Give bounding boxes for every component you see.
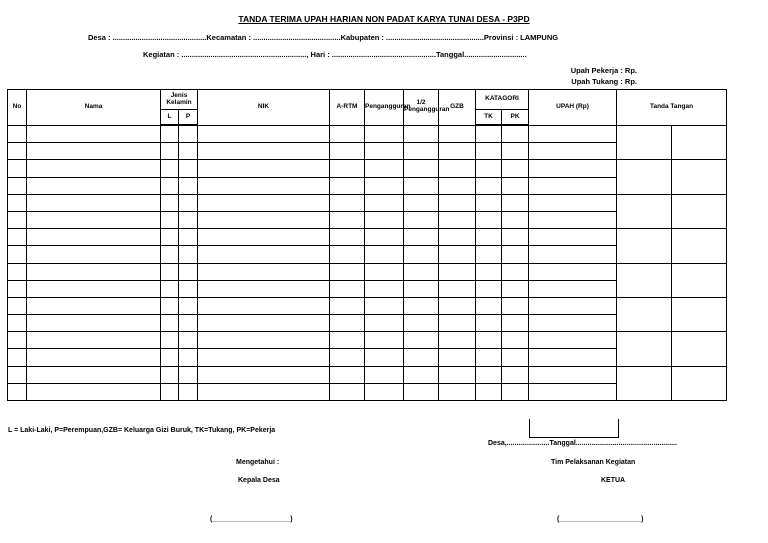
table-cell[interactable] bbox=[8, 177, 27, 194]
table-cell[interactable] bbox=[8, 332, 27, 349]
table-cell[interactable] bbox=[365, 263, 404, 280]
table-cell[interactable] bbox=[198, 297, 330, 314]
table-cell[interactable] bbox=[198, 383, 330, 400]
mengetahui-label: Mengetahui : bbox=[236, 459, 280, 466]
table-cell[interactable] bbox=[502, 280, 529, 297]
table-cell[interactable] bbox=[502, 246, 529, 263]
table-cell[interactable] bbox=[179, 297, 198, 314]
table-cell[interactable] bbox=[161, 349, 179, 366]
table-cell[interactable] bbox=[502, 143, 529, 160]
table-cell[interactable] bbox=[529, 297, 617, 314]
col-katagori: KATAGORI bbox=[476, 90, 529, 110]
table-cell[interactable] bbox=[8, 349, 27, 366]
table-cell[interactable] bbox=[161, 280, 179, 297]
table-cell[interactable] bbox=[529, 315, 617, 332]
signature-cell[interactable] bbox=[672, 263, 727, 297]
table-cell[interactable] bbox=[439, 211, 476, 228]
table-cell[interactable] bbox=[198, 194, 330, 211]
table-cell[interactable] bbox=[8, 383, 27, 400]
table-cell[interactable] bbox=[27, 297, 161, 314]
signature-cell[interactable] bbox=[672, 125, 727, 160]
table-cell[interactable] bbox=[365, 177, 404, 194]
table-cell[interactable] bbox=[439, 125, 476, 143]
table-cell[interactable] bbox=[476, 349, 502, 366]
table-cell[interactable] bbox=[8, 211, 27, 228]
table-row bbox=[8, 194, 727, 211]
table-cell[interactable] bbox=[439, 194, 476, 211]
table-cell[interactable] bbox=[502, 125, 529, 143]
upah-total-cell bbox=[529, 419, 619, 438]
table-cell[interactable] bbox=[404, 315, 439, 332]
table-row bbox=[8, 297, 727, 314]
table-cell[interactable] bbox=[502, 349, 529, 366]
table-cell[interactable] bbox=[161, 211, 179, 228]
table-cell[interactable] bbox=[179, 160, 198, 177]
table-cell[interactable] bbox=[476, 366, 502, 383]
table-cell[interactable] bbox=[404, 229, 439, 246]
table-cell[interactable] bbox=[198, 211, 330, 228]
location-line: Desa : .............................................Kecamatan : ..........................................Kabupaten : ...............................................Provinsi : LAMPUNG bbox=[88, 33, 559, 42]
table-cell[interactable] bbox=[529, 349, 617, 366]
legend: L = Laki-Laki, P=Perempuan,GZB= Keluarga Gizi Buruk, TK=Tukang, PK=Pekerja bbox=[8, 427, 276, 434]
col-nik: NIK bbox=[198, 90, 330, 126]
table-cell[interactable] bbox=[27, 280, 161, 297]
table-cell[interactable] bbox=[330, 383, 365, 400]
table-cell[interactable] bbox=[27, 366, 161, 383]
table-cell[interactable] bbox=[365, 280, 404, 297]
table-row bbox=[8, 125, 727, 143]
table-cell[interactable] bbox=[179, 177, 198, 194]
table-cell[interactable] bbox=[179, 263, 198, 280]
table-cell[interactable] bbox=[161, 125, 179, 143]
table-cell[interactable] bbox=[27, 177, 161, 194]
table-cell[interactable] bbox=[404, 246, 439, 263]
table-cell[interactable] bbox=[502, 211, 529, 228]
table-cell[interactable] bbox=[198, 332, 330, 349]
table-cell[interactable] bbox=[502, 297, 529, 314]
signature-cell[interactable] bbox=[672, 366, 727, 400]
signature-cell[interactable] bbox=[617, 125, 672, 160]
table-cell[interactable] bbox=[439, 349, 476, 366]
upah-pekerja: Upah Pekerja : Rp. bbox=[570, 66, 637, 75]
table-cell[interactable] bbox=[439, 229, 476, 246]
table-cell[interactable] bbox=[365, 349, 404, 366]
signature-cell[interactable] bbox=[672, 332, 727, 366]
table-cell[interactable] bbox=[529, 263, 617, 280]
table-cell[interactable] bbox=[502, 177, 529, 194]
table-cell[interactable] bbox=[476, 315, 502, 332]
table-cell[interactable] bbox=[529, 332, 617, 349]
table-cell[interactable] bbox=[439, 160, 476, 177]
table-cell[interactable] bbox=[365, 229, 404, 246]
col-pk: PK bbox=[502, 110, 529, 126]
table-cell[interactable] bbox=[404, 125, 439, 143]
table-cell[interactable] bbox=[529, 194, 617, 211]
signature-cell[interactable] bbox=[617, 297, 672, 331]
table-cell[interactable] bbox=[502, 366, 529, 383]
wage-table bbox=[7, 89, 727, 401]
table-cell[interactable] bbox=[27, 246, 161, 263]
table-cell[interactable] bbox=[179, 246, 198, 263]
table-row bbox=[8, 332, 727, 349]
table-cell[interactable] bbox=[330, 177, 365, 194]
table-cell[interactable] bbox=[179, 229, 198, 246]
table-cell[interactable] bbox=[198, 160, 330, 177]
table-cell[interactable] bbox=[198, 246, 330, 263]
table-cell[interactable] bbox=[161, 297, 179, 314]
table-cell[interactable] bbox=[404, 263, 439, 280]
signature-cell[interactable] bbox=[617, 229, 672, 263]
table-cell[interactable] bbox=[529, 229, 617, 246]
table-cell[interactable] bbox=[27, 332, 161, 349]
table-cell[interactable] bbox=[8, 194, 27, 211]
table-cell[interactable] bbox=[179, 143, 198, 160]
table-cell[interactable] bbox=[365, 246, 404, 263]
table-cell[interactable] bbox=[529, 125, 617, 143]
table-cell[interactable] bbox=[439, 143, 476, 160]
activity-line: Kegiatan : ............................................................, Hari : ..................................................Tanggal.............................. bbox=[143, 50, 527, 59]
table-cell[interactable] bbox=[161, 143, 179, 160]
col-tanda-tangan: Tanda Tangan bbox=[617, 90, 727, 126]
table-cell[interactable] bbox=[179, 211, 198, 228]
table-cell[interactable] bbox=[8, 125, 27, 143]
table-cell[interactable] bbox=[365, 143, 404, 160]
table-cell[interactable] bbox=[404, 211, 439, 228]
signature-line-left: (____________________) bbox=[210, 516, 293, 523]
signature-cell[interactable] bbox=[617, 332, 672, 366]
table-cell[interactable] bbox=[476, 246, 502, 263]
table-cell[interactable] bbox=[330, 194, 365, 211]
table-cell[interactable] bbox=[439, 280, 476, 297]
table-cell[interactable] bbox=[476, 160, 502, 177]
table-cell[interactable] bbox=[330, 349, 365, 366]
table-cell[interactable] bbox=[404, 332, 439, 349]
table-cell[interactable] bbox=[198, 125, 330, 143]
signature-cell[interactable] bbox=[617, 160, 672, 194]
table-cell[interactable] bbox=[476, 125, 502, 143]
table-cell[interactable] bbox=[476, 263, 502, 280]
table-cell[interactable] bbox=[404, 160, 439, 177]
table-cell[interactable] bbox=[476, 194, 502, 211]
table-cell[interactable] bbox=[529, 280, 617, 297]
table-cell[interactable] bbox=[27, 160, 161, 177]
table-cell[interactable] bbox=[476, 280, 502, 297]
signature-cell[interactable] bbox=[617, 263, 672, 297]
table-cell[interactable] bbox=[8, 246, 27, 263]
table-cell[interactable] bbox=[330, 246, 365, 263]
col-tk: TK bbox=[476, 110, 502, 126]
table-cell[interactable] bbox=[179, 315, 198, 332]
table-cell[interactable] bbox=[27, 263, 161, 280]
table-cell[interactable] bbox=[8, 366, 27, 383]
col-nama: Nama bbox=[27, 90, 161, 126]
table-cell[interactable] bbox=[8, 229, 27, 246]
upah-tukang: Upah Tukang : Rp. bbox=[571, 77, 637, 86]
signature-cell[interactable] bbox=[617, 194, 672, 228]
table-cell[interactable] bbox=[8, 160, 27, 177]
table-cell[interactable] bbox=[439, 263, 476, 280]
table-cell[interactable] bbox=[529, 211, 617, 228]
table-cell[interactable] bbox=[502, 383, 529, 400]
table-cell[interactable] bbox=[330, 280, 365, 297]
desa-tanggal: Desa,......................Tanggal.................................................... bbox=[488, 440, 677, 447]
col-gzb: GZB bbox=[439, 90, 476, 126]
table-cell[interactable] bbox=[179, 280, 198, 297]
col-no: No bbox=[8, 90, 27, 126]
table-cell[interactable] bbox=[198, 177, 330, 194]
table-cell[interactable] bbox=[161, 194, 179, 211]
table-cell[interactable] bbox=[404, 297, 439, 314]
table-cell[interactable] bbox=[439, 383, 476, 400]
table-cell[interactable] bbox=[502, 194, 529, 211]
table-cell[interactable] bbox=[330, 263, 365, 280]
table-cell[interactable] bbox=[404, 366, 439, 383]
table-cell[interactable] bbox=[365, 332, 404, 349]
table-cell[interactable] bbox=[404, 349, 439, 366]
table-cell[interactable] bbox=[365, 297, 404, 314]
table-body bbox=[8, 125, 727, 401]
table-row bbox=[8, 366, 727, 383]
table-cell[interactable] bbox=[404, 143, 439, 160]
table-cell[interactable] bbox=[179, 194, 198, 211]
table-row bbox=[8, 263, 727, 280]
table-cell[interactable] bbox=[27, 315, 161, 332]
table-cell[interactable] bbox=[198, 366, 330, 383]
table-cell[interactable] bbox=[198, 229, 330, 246]
table-cell[interactable] bbox=[529, 143, 617, 160]
table-cell[interactable] bbox=[179, 349, 198, 366]
table-cell[interactable] bbox=[529, 160, 617, 177]
table-cell[interactable] bbox=[330, 366, 365, 383]
col-jenis-kelamin: Jenis Kelamin bbox=[161, 90, 198, 110]
signature-cell[interactable] bbox=[617, 366, 672, 400]
table-cell[interactable] bbox=[179, 366, 198, 383]
table-cell[interactable] bbox=[365, 366, 404, 383]
table-cell[interactable] bbox=[476, 143, 502, 160]
table-cell[interactable] bbox=[161, 229, 179, 246]
table-cell[interactable] bbox=[365, 383, 404, 400]
table-cell[interactable] bbox=[161, 332, 179, 349]
table-cell[interactable] bbox=[502, 229, 529, 246]
table-cell[interactable] bbox=[27, 211, 161, 228]
table-cell[interactable] bbox=[161, 263, 179, 280]
table-cell[interactable] bbox=[529, 366, 617, 383]
table-cell[interactable] bbox=[476, 297, 502, 314]
table-cell[interactable] bbox=[439, 366, 476, 383]
signature-cell[interactable] bbox=[672, 297, 727, 331]
table-cell[interactable] bbox=[529, 246, 617, 263]
table-cell[interactable] bbox=[476, 383, 502, 400]
table-cell[interactable] bbox=[161, 246, 179, 263]
table-row bbox=[8, 160, 727, 177]
table-cell[interactable] bbox=[502, 332, 529, 349]
kepala-desa-label: Kepala Desa bbox=[238, 477, 280, 484]
signature-cell[interactable] bbox=[672, 160, 727, 194]
table-cell[interactable] bbox=[330, 211, 365, 228]
table-cell[interactable] bbox=[198, 280, 330, 297]
table-cell[interactable] bbox=[439, 297, 476, 314]
table-cell[interactable] bbox=[27, 125, 161, 143]
table-cell[interactable] bbox=[529, 177, 617, 194]
table-cell[interactable] bbox=[27, 229, 161, 246]
table-cell[interactable] bbox=[365, 194, 404, 211]
table-cell[interactable] bbox=[27, 349, 161, 366]
table-cell[interactable] bbox=[404, 383, 439, 400]
col-artm: A-RTM bbox=[330, 90, 365, 126]
form-title: TANDA TERIMA UPAH HARIAN NON PADAT KARYA TUNAI DESA - P3PD bbox=[238, 14, 530, 24]
col-p: P bbox=[179, 110, 198, 126]
table-cell[interactable] bbox=[8, 143, 27, 160]
table-cell[interactable] bbox=[179, 332, 198, 349]
table-cell[interactable] bbox=[179, 125, 198, 143]
signature-cell[interactable] bbox=[672, 194, 727, 228]
table-cell[interactable] bbox=[8, 280, 27, 297]
table-cell[interactable] bbox=[365, 160, 404, 177]
col-setengah-pengangguran: 1/2 Pengangguran bbox=[404, 90, 439, 126]
table-cell[interactable] bbox=[439, 246, 476, 263]
table-cell[interactable] bbox=[198, 143, 330, 160]
table-cell[interactable] bbox=[439, 177, 476, 194]
table-cell[interactable] bbox=[330, 332, 365, 349]
table-cell[interactable] bbox=[27, 143, 161, 160]
table-cell[interactable] bbox=[365, 125, 404, 143]
table-cell[interactable] bbox=[476, 177, 502, 194]
table-cell[interactable] bbox=[161, 383, 179, 400]
table-cell[interactable] bbox=[198, 315, 330, 332]
table-cell[interactable] bbox=[365, 315, 404, 332]
table-row bbox=[8, 229, 727, 246]
table-cell[interactable] bbox=[330, 297, 365, 314]
table-cell[interactable] bbox=[330, 229, 365, 246]
table-cell[interactable] bbox=[404, 194, 439, 211]
table-cell[interactable] bbox=[179, 383, 198, 400]
table-cell[interactable] bbox=[161, 177, 179, 194]
table-cell[interactable] bbox=[439, 332, 476, 349]
table-cell[interactable] bbox=[27, 383, 161, 400]
col-pengangguran: Pengangguran bbox=[365, 90, 404, 126]
table-cell[interactable] bbox=[330, 125, 365, 143]
table-cell[interactable] bbox=[330, 315, 365, 332]
col-l: L bbox=[161, 110, 179, 126]
table-cell[interactable] bbox=[529, 383, 617, 400]
table-cell[interactable] bbox=[198, 263, 330, 280]
table-cell[interactable] bbox=[404, 280, 439, 297]
table-cell[interactable] bbox=[8, 297, 27, 314]
table-cell[interactable] bbox=[502, 160, 529, 177]
table-cell[interactable] bbox=[161, 315, 179, 332]
table-cell[interactable] bbox=[502, 315, 529, 332]
table-cell[interactable] bbox=[27, 194, 161, 211]
table-cell[interactable] bbox=[476, 229, 502, 246]
table-cell[interactable] bbox=[330, 143, 365, 160]
col-upah: UPAH (Rp) bbox=[529, 90, 617, 126]
table-cell[interactable] bbox=[476, 211, 502, 228]
table-cell[interactable] bbox=[161, 160, 179, 177]
table-cell[interactable] bbox=[365, 211, 404, 228]
table-cell[interactable] bbox=[8, 263, 27, 280]
table-cell[interactable] bbox=[439, 315, 476, 332]
signature-line-right: (_____________________) bbox=[557, 516, 644, 523]
table-cell[interactable] bbox=[502, 263, 529, 280]
tim-label: Tim Pelaksanan Kegiatan bbox=[551, 459, 636, 466]
table-cell[interactable] bbox=[330, 160, 365, 177]
table-cell[interactable] bbox=[8, 315, 27, 332]
ketua-label: KETUA bbox=[601, 477, 626, 484]
table-cell[interactable] bbox=[161, 366, 179, 383]
table-cell[interactable] bbox=[198, 349, 330, 366]
table-cell[interactable] bbox=[404, 177, 439, 194]
table-cell[interactable] bbox=[476, 332, 502, 349]
signature-cell[interactable] bbox=[672, 229, 727, 263]
